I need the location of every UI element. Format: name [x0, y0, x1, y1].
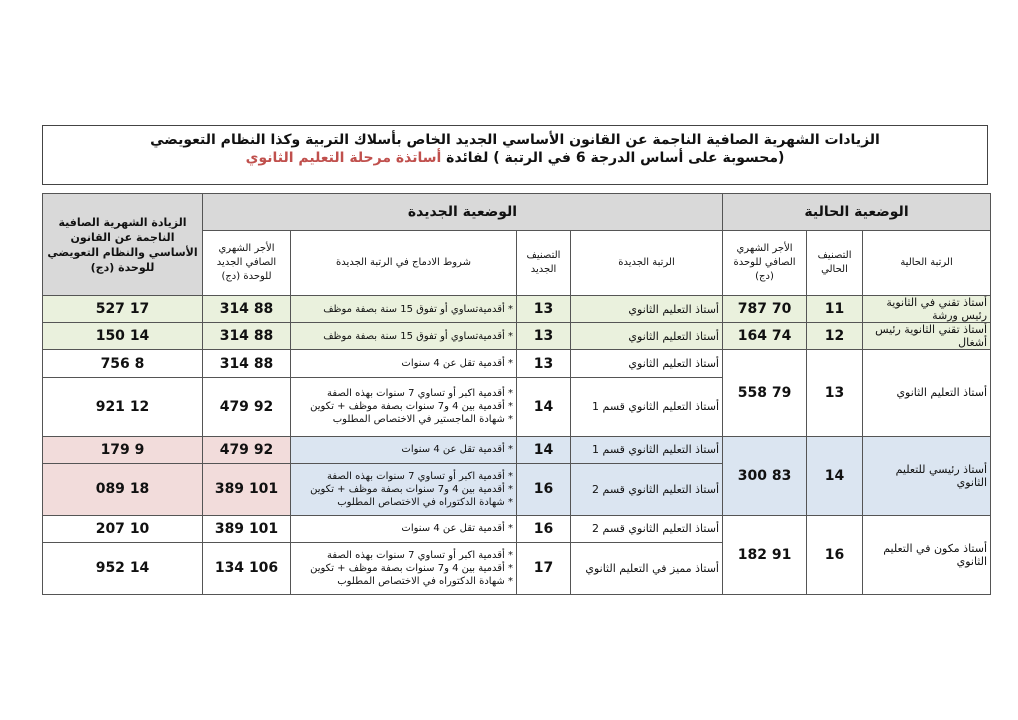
condition-item: * أقدمية بين 4 و7 سنوات بصفة موظف + تكوين: [310, 401, 513, 413]
new-class-cell: 13: [517, 296, 571, 323]
conditions-cell: [291, 515, 517, 542]
table-row: [43, 323, 991, 350]
condition-item: * أقدميةتساوي أو تفوق 15 سنة بصفة موظف: [323, 303, 513, 315]
new-class-cell: 17: [517, 542, 571, 594]
current-salary-cell: 70 787: [723, 296, 807, 323]
condition-item: * أقدمية اكبر أو تساوي 7 سنوات بهذه الصفة: [327, 388, 513, 400]
new-rank-cell: أستاذ التعليم الثانوي قسم 1: [571, 436, 723, 463]
header-new-situation: الوضعية الجديدة: [203, 194, 723, 231]
increase-cell: 18 089: [43, 463, 203, 515]
current-class-cell: 14: [807, 436, 863, 515]
table-row: [43, 296, 991, 323]
table-row: [43, 350, 991, 378]
conditions-cell: [291, 542, 517, 594]
current-salary-cell: 91 182: [723, 515, 807, 594]
new-salary-cell: 106 134: [203, 542, 291, 594]
conditions-cell: [291, 463, 517, 515]
conditions-cell: [291, 350, 517, 378]
increase-cell: 17 527: [43, 296, 203, 323]
increase-cell: 14 952: [43, 542, 203, 594]
condition-item: * أقدمية بين 4 و7 سنوات بصفة موظف + تكوين: [310, 562, 513, 574]
current-rank-cell: أستاذ تقني في الثانوية رئيس ورشة: [863, 296, 991, 323]
header-new-salary: الأجر الشهري الصافي الجديد للوحدة (دج): [203, 231, 291, 296]
new-class-cell: 13: [517, 323, 571, 350]
condition-item: * شهادة الدكتوراه في الاختصاص المطلوب: [337, 496, 513, 508]
new-rank-cell: أستاذ التعليم الثانوي: [571, 296, 723, 323]
condition-item: * أقدمية اكبر أو تساوي 7 سنوات بهذه الصفة: [327, 549, 513, 561]
current-class-cell: 16: [807, 515, 863, 594]
new-salary-cell: 92 479: [203, 378, 291, 436]
new-rank-cell: أستاذ التعليم الثانوي قسم 1: [571, 378, 723, 436]
increase-cell: 14 150: [43, 323, 203, 350]
condition-item: * أقدمية بين 4 و7 سنوات بصفة موظف + تكوين: [310, 483, 513, 495]
current-rank-cell: أستاذ تقني الثانوية رئيس أشغال: [863, 323, 991, 350]
increase-cell: 12 921: [43, 378, 203, 436]
header-current-situation: الوضعية الحالية: [723, 194, 991, 231]
new-salary-cell: 88 314: [203, 323, 291, 350]
new-salary-cell: 101 389: [203, 515, 291, 542]
new-rank-cell: أستاذ التعليم الثانوي: [571, 350, 723, 378]
new-class-cell: 14: [517, 378, 571, 436]
condition-item: * أقدمية اكبر أو تساوي 7 سنوات بهذه الصفة: [327, 470, 513, 482]
conditions-cell: [291, 296, 517, 323]
current-salary-cell: 83 300: [723, 436, 807, 515]
conditions-cell: [291, 378, 517, 436]
document-title: [42, 125, 988, 185]
salary-table: [42, 193, 991, 595]
conditions-cell: [291, 323, 517, 350]
condition-item: * أقدميةتساوي أو تفوق 15 سنة بصفة موظف: [323, 330, 513, 342]
new-salary-cell: 88 314: [203, 296, 291, 323]
header-current-rank: الرتبة الحالية: [863, 231, 991, 296]
current-class-cell: 12: [807, 323, 863, 350]
title-line-1: الزيادات الشهرية الصافية الناجمة عن القانون الأساسي الجديد الخاص بأسلاك التربية وكذا النظام التعويضي: [150, 132, 880, 148]
increase-cell: 10 207: [43, 515, 203, 542]
header-integration-conditions: شروط الادماج في الرتبة الجديدة: [291, 231, 517, 296]
condition-item: * أقدمية تقل عن 4 سنوات: [401, 523, 513, 535]
title-line-2: [43, 150, 987, 166]
table-row: [43, 515, 991, 542]
new-class-cell: 16: [517, 515, 571, 542]
table-row: [43, 436, 991, 463]
increase-cell: 9 179: [43, 436, 203, 463]
increase-cell: 8 756: [43, 350, 203, 378]
new-salary-cell: 101 389: [203, 463, 291, 515]
condition-item: * أقدمية تقل عن 4 سنوات: [401, 444, 513, 456]
current-class-cell: 13: [807, 350, 863, 436]
new-class-cell: 14: [517, 436, 571, 463]
new-class-cell: 13: [517, 350, 571, 378]
header-current-salary: الأجر الشهري الصافي للوحدة (دج): [723, 231, 807, 296]
condition-item: * شهادة الدكتوراه في الاختصاص المطلوب: [337, 575, 513, 587]
title-line-2-prefix: (محسوبة على أساس الدرجة 6 في الرتبة ) لفائدة: [441, 150, 785, 166]
new-class-cell: 16: [517, 463, 571, 515]
new-rank-cell: أستاذ مميز في التعليم الثانوي: [571, 542, 723, 594]
new-rank-cell: أستاذ التعليم الثانوي: [571, 323, 723, 350]
header-new-class: التصنيف الجديد: [517, 231, 571, 296]
current-rank-cell: أستاذ مكون في التعليم الثانوي: [863, 515, 991, 594]
current-rank-cell: أستاذ التعليم الثانوي: [863, 350, 991, 436]
new-salary-cell: 88 314: [203, 350, 291, 378]
header-increase: الزيادة الشهرية الصافية الناجمة عن القانون الأساسي والنظام التعويضي للوحدة (دج): [43, 194, 203, 296]
conditions-cell: [291, 436, 517, 463]
new-rank-cell: أستاذ التعليم الثانوي قسم 2: [571, 515, 723, 542]
new-salary-cell: 92 479: [203, 436, 291, 463]
new-rank-cell: أستاذ التعليم الثانوي قسم 2: [571, 463, 723, 515]
current-salary-cell: 74 164: [723, 323, 807, 350]
header-new-rank: الرتبة الجديدة: [571, 231, 723, 296]
header-current-class: التصنيف الحالي: [807, 231, 863, 296]
current-salary-cell: 79 558: [723, 350, 807, 436]
condition-item: * شهادة الماجستير في الاختصاص المطلوب: [332, 414, 513, 426]
current-class-cell: 11: [807, 296, 863, 323]
current-rank-cell: أستاذ رئيسي للتعليم الثانوي: [863, 436, 991, 515]
title-line-2-accent: أساتذة مرحلة التعليم الثانوي: [245, 150, 442, 166]
condition-item: * أقدمية تقل عن 4 سنوات: [401, 358, 513, 370]
